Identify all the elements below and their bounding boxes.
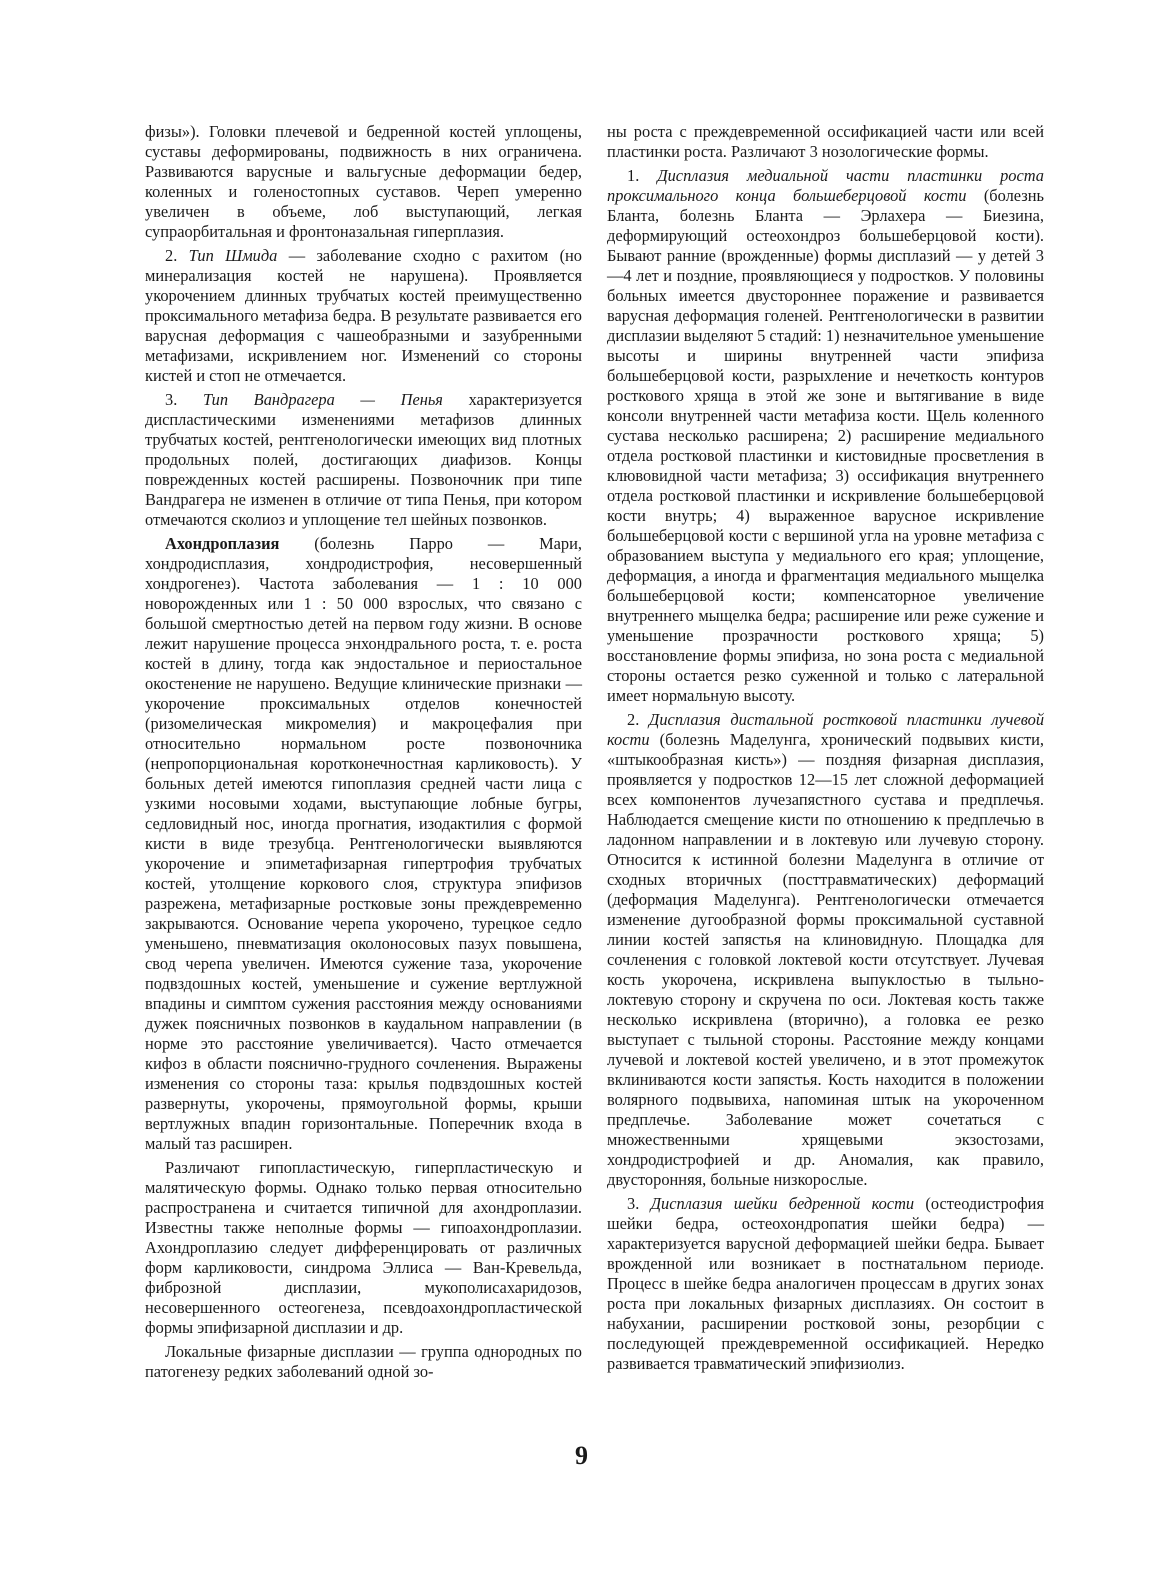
paragraph: Ахондроплазия (болезнь Парро — Мари, хондродисплазия, хондродистрофия, несовершенный хондрогенез). Частота заболевания — 1 : 10 000 новорожденных или 1 : 50 000 взрослых, что связано с большой смертностью детей на первом году жизни. В основе лежит нарушение процесса энхондрального роста, т. е. роста костей в длину, тогда как эндостальное и периостальное окостенение не нарушено. Ведущие клинические признаки — укорочение проксимальных отделов конечностей (ризомелическая микромелия) и макроцефалия при относительно нормальном росте позвоночника (непропорциональная коротконечностная карликовость). У больных детей имеются гипоплазия средней части лица с узкими носовыми ходами, выступающие лобные бугры, седловидный нос, иногда прогнатия, изодактилия с формой кисти в виде трезубца. Рентгенологически выявляются укорочение и эпиметафизарная гипертрофия трубчатых костей, утолщение коркового слоя, структура эпифизов разрежена, метафизарные ростковые зоны преждевременно закрываются. Основание черепа укорочено, турецкое седло уменьшено, пневматизация околоносовых пазух повышена, свод черепа увеличен. Имеются сужение таза, укорочение подвздошных костей, уменьшение и сужение вертлужной впадины и симптом сужения расстояния между основаниями дужек поясничных позвонков в каудальном направлении (в норме это расстояние увеличивается). Часто отмечается кифоз в области пояснично-грудного сочленения. Выражены изменения со стороны таза: крылья подвздошных костей развернуты, укорочены, прямоугольной формы, крыши вертлужных впадин горизонтальные. Поперечник входа в малый таз расширен. bbox=[145, 534, 582, 1153]
paragraph: ны роста с преждевременной оссификацией части или всей пластинки роста. Различают 3 нозологические формы. bbox=[607, 122, 1044, 161]
term-italic: Тип Вандрагера — Пенья bbox=[202, 390, 443, 409]
right-column bbox=[607, 122, 1044, 1374]
term-italic: Дисплазия медиальной части пластинки роста проксимального конца большеберцовой кости bbox=[607, 166, 1044, 205]
paragraph: 3. Дисплазия шейки бедренной кости (остеодистрофия шейки бедра, остеохондропатия шейки бедра) — характеризуется варусной деформацией шейки бедра. Бывает врожденной или возникает в постнатальном периоде. Процесс в шейке бедра аналогичен процессам в других зонах роста при локальных физарных дисплазиях. Он состоит в набухании, расширении ростковой зоны, резорбции с последующей преждевременной оссификацией. Нередко развивается травматический эпифизиолиз. bbox=[607, 1194, 1044, 1373]
paragraph: 2. Тип Шмида — заболевание сходно с рахитом (но минерализация костей не нарушена). Проявляется укорочением длинных трубчатых костей преимущественно проксимального метафиза бедра. В результате развивается его варусная деформация с чашеобразными и зазубренными метафизами, искривлением ног. Изменений со стороны кистей и стоп не отмечается. bbox=[145, 246, 582, 385]
paragraph: 3. Тип Вандрагера — Пенья характеризуется диспластическими изменениями метафизов длинных трубчатых костей, рентгенологически имеющих вид плотных продольных полей, достигающих диафизов. Концы поврежденных костей расширены. Позвоночник при типе Вандрагера не изменен в отличие от типа Пенья, при котором отмечаются сколиоз и уплощение тел шейных позвонков. bbox=[145, 390, 583, 529]
paragraph: 1. Дисплазия медиальной части пластинки роста проксимального конца большеберцовой кости (болезнь Бланта, болезнь Бланта — Эрлахера — Биезина, деформирующий остеохондроз большеберцовой кости). Бывают ранние (врожденные) формы дисплазий — у детей 3—4 лет и поздние, проявляющиеся у подростков. У половины больных имеется двустороннее поражение и развивается варусная деформация голеней. Рентгенологически в развитии дисплазии выделяют 5 стадий: 1) незначительное уменьшение высоты и ширины внутренней части эпифиза большеберцовой кости, разрыхление и нечеткость контуров росткового хряща в этой же зоне и вытягивание в виде консоли внутренней части метафиза кости. Щель коленного сустава несколько расширена; 2) расширение медиального отдела ростковой пластинки и кистовидные просветления в клювовидной части метафиза; 3) оссификация внутреннего отдела ростковой пластинки и искривление большеберцовой кости внутрь; 4) выраженное варусное искривление большеберцовой кости с вершиной угла на уровне метафиза с образованием выступа у медиального его края; уплощение, деформация, а иногда и фрагментация медиального мыщелка большеберцовой кости; компенсаторное увеличение внутреннего мыщелка бедра; расширение или реже сужение и уменьшение прозрачности росткового хряща; 5) восстановление формы эпифиза, но зона роста с медиальной стороны остается резко суженной и только с латеральной имеет нормальную высоту. bbox=[607, 166, 1044, 705]
paragraph: 2. Дисплазия дистальной ростковой пластинки лучевой кости (болезнь Маделунга, хронический подвывих кисти, «штыкообразная кисть») — поздняя физарная дисплазия, проявляется у подростков 12—15 лет сложной деформацией всех компонентов лучезапястного сустава и предплечья. Наблюдается смещение кисти по отношению к предплечью в ладонном направлении и в локтевую или лучевую сторону. Относится к истинной болезни Маделунга в отличие от сходных вторичных (посттравматических) деформаций (деформация Маделунга). Рентгенологически отмечается изменение дугообразной формы проксимальной суставной линии костей запястья на клиновидную. Площадка для сочленения с головкой локтевой кости отсутствует. Лучевая кость укорочена, искривлена выпуклостью в тыльно-локтевую сторону и скручена по оси. Локтевая кость также несколько искривлена (вторично), а головка ее резко выступает с тыльной стороны. Расстояние между концами лучевой и локтевой костей увеличено, и в этот промежуток вклиниваются кости запястья. Кость находится в положении волярного подвывиха, напоминая штык на укороченном предплечье. Заболевание может сочетаться с множественными хрящевыми экзостозами, хондродистрофией и др. Аномалия, как правило, двусторонняя, больные низкорослые. bbox=[607, 710, 1045, 1189]
term-italic: Тип Шмида bbox=[188, 246, 278, 265]
term-italic: Дисплазия дистальной ростковой пластинки лучевой кости bbox=[607, 710, 1045, 749]
term-italic: Дисплазия шейки бедренной кости bbox=[650, 1194, 915, 1213]
paragraph: физы»). Головки плечевой и бедренной костей уплощены, суставы деформированы, подвижность в них ограничена. Развиваются варусные и вальгусные деформации бедер, коленных и голеностопных суставов. Череп умеренно увеличен в объеме, лоб выступающий, легкая супраорбитальная и фронтоназальная гиперплазия. bbox=[145, 122, 582, 241]
paragraph: Локальные физарные дисплазии — группа однородных по патогенезу редких заболеваний одной зо- bbox=[145, 1342, 582, 1381]
paragraph: Различают гипопластическую, гиперпластическую и малятическую формы. Однако только первая относительно распространена и считается типичной для ахондроплазии. Известны также неполные формы — гипоахондроплазии. Ахондроплазию следует дифференцировать от различных форм карликовости, синдрома Эллиса — Ван-Кревельда, фиброзной дисплазии, мукополисахаридозов, несовершенного остеогенеза, псевдоахондропластической формы эпифизарной дисплазии и др. bbox=[145, 1158, 582, 1337]
page-number: 9 bbox=[575, 1441, 588, 1470]
term-bold: Ахондроплазия bbox=[165, 534, 280, 553]
left-column bbox=[145, 122, 582, 1382]
